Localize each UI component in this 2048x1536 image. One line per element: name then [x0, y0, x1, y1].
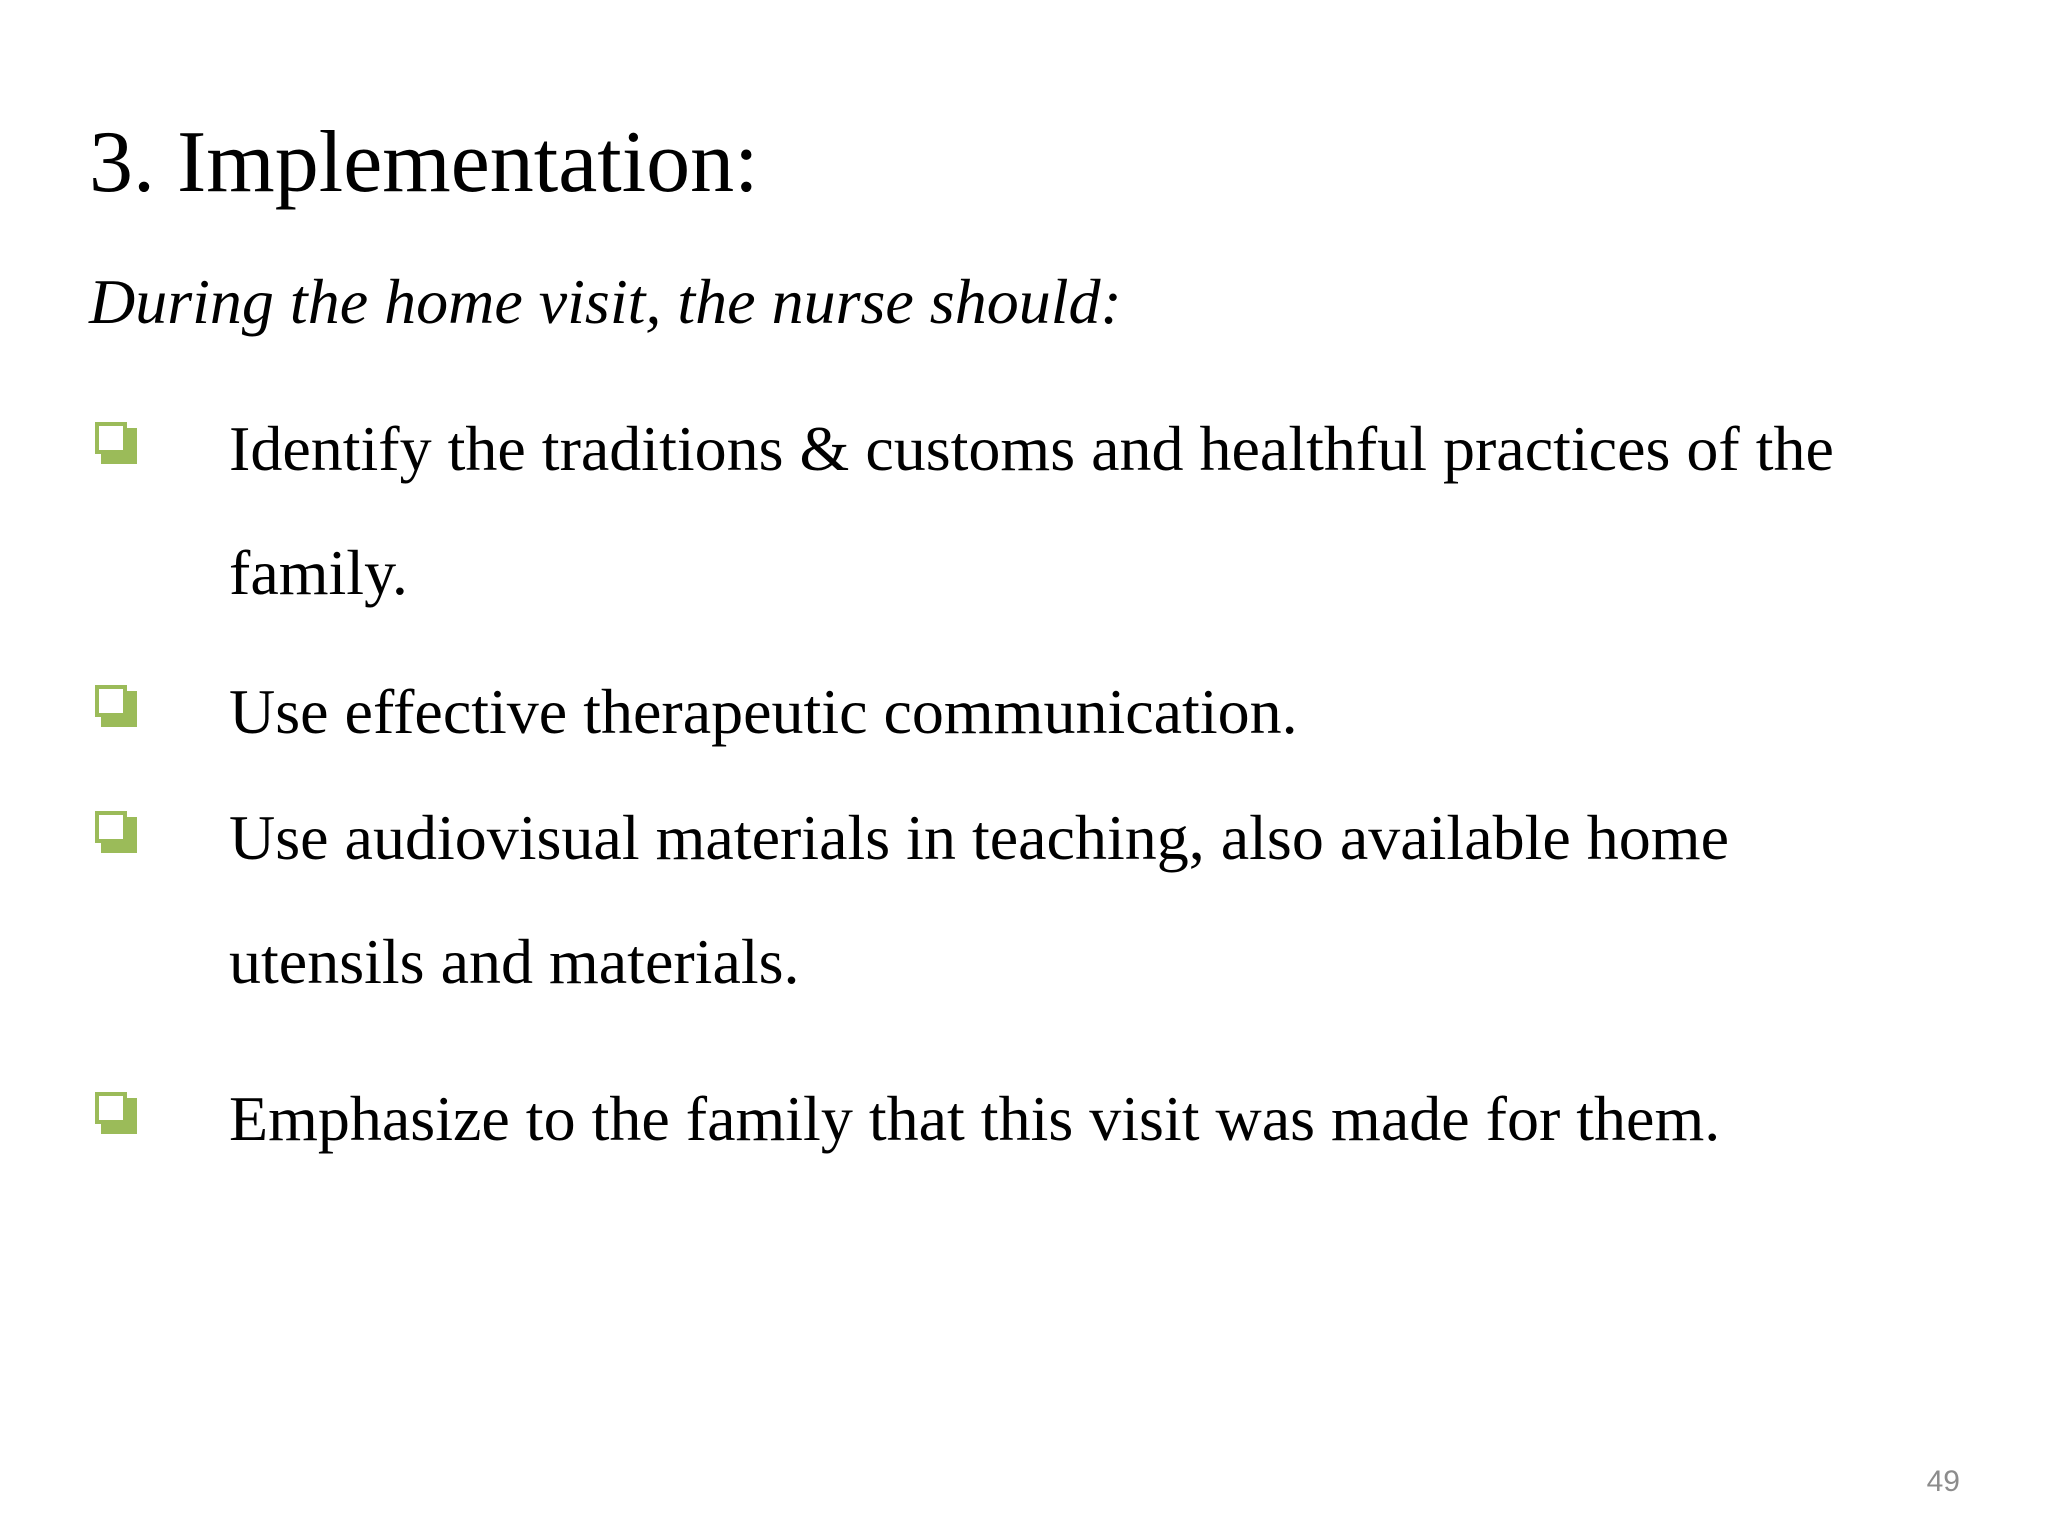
- bullet-line: Identify the traditions & customs and healthful practices of the: [229, 413, 1834, 484]
- bullet-line: Use audiovisual materials in teaching, also available home: [229, 802, 1729, 873]
- slide-title: 3. Implementation:: [89, 114, 759, 211]
- bullet-line: Emphasize to the family that this visit was made for them.: [229, 1083, 1721, 1154]
- page-number: 49: [1926, 1465, 1960, 1498]
- checkbox-bullet-icon: [95, 685, 137, 727]
- bullet-line: utensils and materials.: [229, 926, 800, 997]
- bullet-text: [229, 650, 1989, 774]
- checkbox-bullet-icon: [95, 422, 137, 464]
- bullet-text: [229, 776, 1989, 1024]
- bullet-line: Use effective therapeutic communication.: [229, 676, 1298, 747]
- slide-subtitle: During the home visit, the nurse should:: [89, 266, 1122, 337]
- checkbox-bullet-icon: [95, 1092, 137, 1134]
- bullet-text: [229, 1057, 1989, 1181]
- checkbox-bullet-icon: [95, 811, 137, 853]
- bullet-text: [229, 387, 1989, 635]
- bullet-line: family.: [229, 537, 408, 608]
